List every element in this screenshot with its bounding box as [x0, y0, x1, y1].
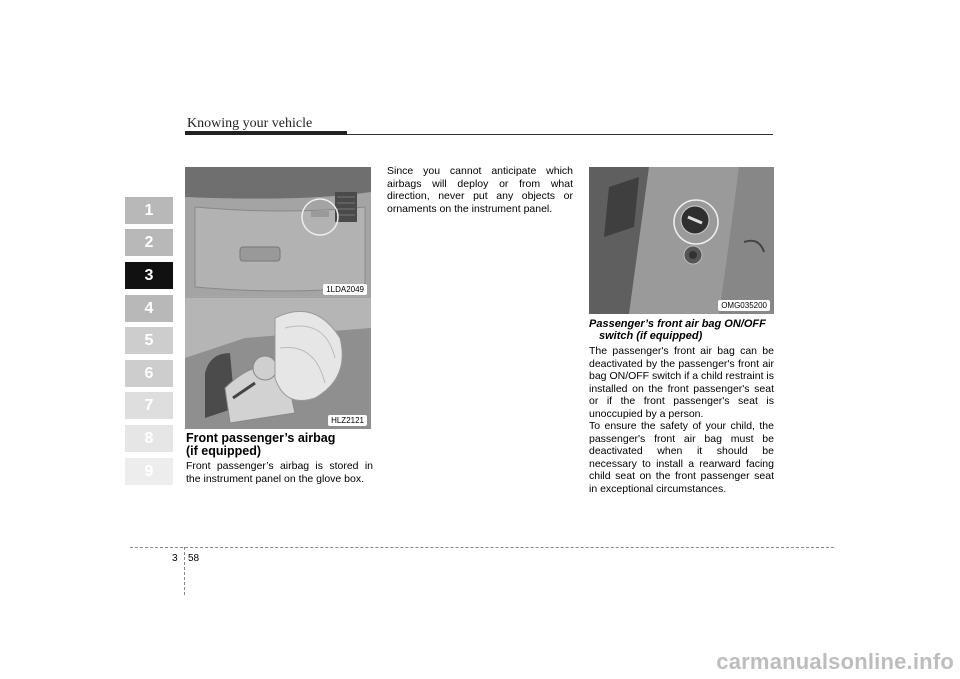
chapter-tab-2[interactable]: 2 [125, 229, 173, 256]
chapter-tab-3[interactable]: 3 [125, 262, 173, 289]
airbag-heading-line1: Front passenger’s airbag [186, 431, 336, 445]
airbag-illustration [185, 298, 371, 429]
switch-paragraph-2: To ensure the safety of your child, the passenger's front air bag must be deactivated when it should be necessary to install a rearward facing child seat on the front passenger seat in exceptional circumstances. [589, 420, 774, 495]
chapter-tab-4[interactable]: 4 [125, 295, 173, 322]
header-bar [185, 131, 347, 135]
switch-illustration [589, 167, 774, 314]
chapter-tab-6[interactable]: 6 [125, 360, 173, 387]
chapter-tab-7[interactable]: 7 [125, 392, 173, 419]
dashboard-figure [185, 167, 371, 298]
chapter-tab-9[interactable]: 9 [125, 458, 173, 485]
switch-figure [589, 167, 774, 314]
switch-subheading-line1: Passenger’s front air bag ON/OFF [589, 318, 766, 330]
footer-page-number: 58 [188, 553, 200, 564]
dashboard-figure-label: 1LDA2049 [323, 284, 367, 295]
dashboard-illustration [185, 167, 371, 298]
switch-figure-label: OMG035200 [718, 300, 770, 311]
switch-subheading [589, 318, 779, 342]
chapter-tab-8[interactable]: 8 [125, 425, 173, 452]
switch-paragraph-1: The passenger's front air bag can be deactivated by the passenger's front air bag ON/OFF switch if a child restraint is installed on the front passenger's seat or if the front passenger's seat is unoccupied by a person. [589, 345, 774, 420]
instrument-panel-warning: Since you cannot anticipate which airbags will deploy or from what direction, never put any objects or ornaments on the instrument panel. [387, 165, 573, 215]
airbag-figure-label: HLZ2121 [328, 415, 367, 426]
chapter-tab-1[interactable]: 1 [125, 197, 173, 224]
watermark: carmanualsonline.info [716, 649, 954, 674]
switch-subheading-line2: switch (if equipped) [599, 330, 703, 342]
airbag-body: Front passenger’s airbag is stored in the instrument panel on the glove box. [186, 460, 373, 485]
airbag-heading [186, 432, 376, 458]
footer-chapter-number: 3 [172, 553, 178, 564]
footer-divider [184, 547, 185, 595]
chapter-tab-5[interactable]: 5 [125, 327, 173, 354]
airbag-heading-line2: (if equipped) [186, 444, 261, 458]
header-rule [347, 134, 773, 135]
footer-rule [130, 547, 834, 548]
page-header-title: Knowing your vehicle [187, 116, 313, 131]
airbag-figure [185, 298, 371, 429]
